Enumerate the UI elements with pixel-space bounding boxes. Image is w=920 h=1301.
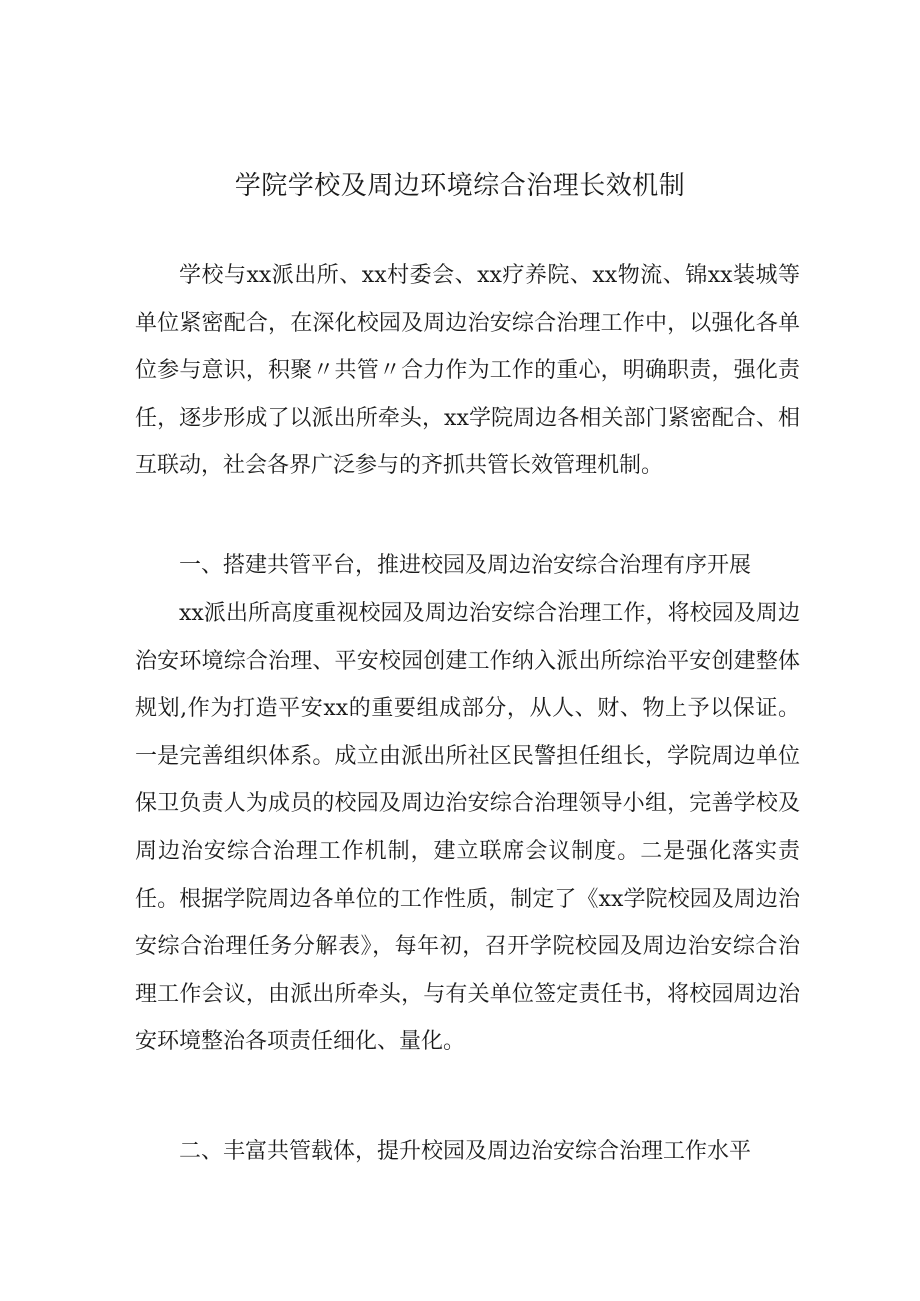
intro-paragraph: 学校与xx派出所、xx村委会、xx疗养院、xx物流、锦xx装城等单位紧密配合，在深化校园及周边治安综合治理工作中，以强化各单位参与意识，积聚〃共管〃合力作为工作的重心，明确职责，强化责任，逐步形成了以派出所牵头，xx学院周边各相关部门紧密配合、相互联动，社会各界广泛参与的齐抓共管长效管理机制。 [135,263,800,479]
section-1-heading: 一、搭建共管平台，推进校园及周边治安综合治理有序开展 [179,553,752,578]
section-2-heading: 二、丰富共管载体，提升校园及周边治安综合治理工作水平 [179,1139,752,1164]
document-title: 学院学校及周边环境综合治理长效机制 [234,171,686,201]
section-1-paragraph: xx派出所高度重视校园及周边治安综合治理工作，将校园及周边治安环境综合治理、平安校园创建工作纳入派出所综治平安创建整体规划,作为打造平安xx的重要组成部分，从人、财、物上予以保证。一是完善组织体系。成立由派出所社区民警担任组长，学院周边单位保卫负责人为成员的校园及周边治安综合治理领导小组，完善学校及周边治安综合治理工作机制，建立联席会议制度。二是强化落实责任。根据学院周边各单位的工作性质，制定了《xx学院校园及周边治安综合治理任务分解表》，每年初，召开学院校园及周边治安综合治理工作会议，由派出所牵头，与有关单位签定责任书，将校园周边治安环境整治各项责任细化、量化。 [135,601,800,1055]
